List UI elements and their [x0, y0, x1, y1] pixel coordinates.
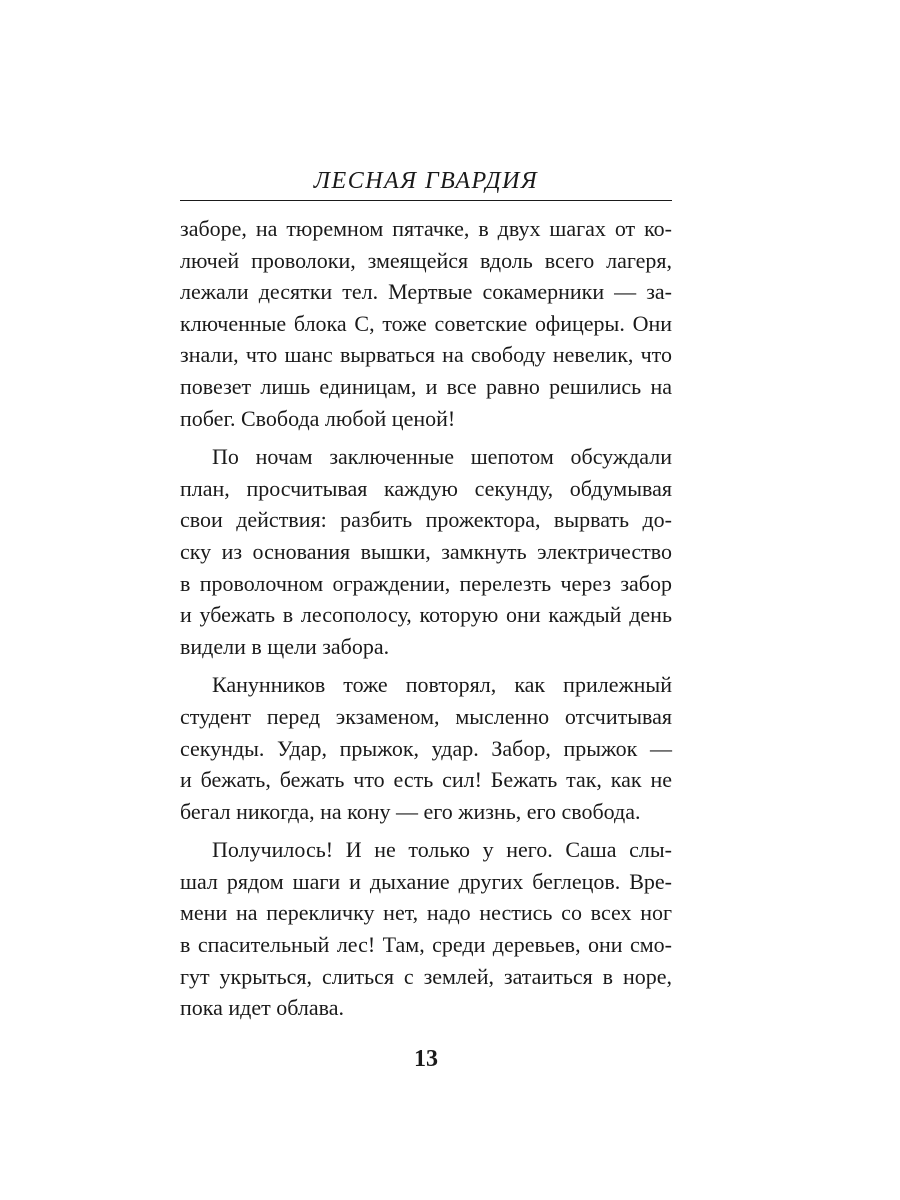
text-line: мени на перекличку нет, надо нестись со всех ног [180, 900, 672, 926]
paragraph [180, 441, 672, 662]
text-line: По ночам заключенные шепотом обсуждали [212, 444, 672, 470]
page-number: 13 [414, 1045, 438, 1072]
text-line: Канунников тоже повторял, как прилежный [212, 672, 672, 698]
book-page [180, 165, 672, 1074]
header-rule [180, 200, 672, 201]
body-text [180, 213, 672, 1024]
text-line: лючей проволоки, змеящейся вдоль всего лагеря, [180, 247, 672, 273]
text-line: свои действия: разбить прожектора, вырвать до- [180, 507, 672, 533]
paragraph [180, 213, 672, 434]
paragraph [180, 834, 672, 1024]
text-line: и бежать, бежать что есть сил! Бежать так, как не [180, 767, 672, 793]
text-line: побег. Свобода любой ценой! [180, 405, 456, 431]
text-line: ску из основания вышки, замкнуть электричество [180, 538, 672, 564]
text-line: видели в щели забора. [180, 633, 390, 659]
text-line: шал рядом шаги и дыхание других беглецов. Вре- [180, 868, 672, 894]
text-line: в спасительный лес! Там, среди деревьев, они смо- [180, 932, 672, 958]
text-line: бегал никогда, на кону — его жизнь, его свобода. [180, 798, 641, 824]
text-line: план, просчитывая каждую секунду, обдумывая [180, 475, 672, 501]
text-line: секунды. Удар, прыжок, удар. Забор, прыжок — [180, 735, 672, 761]
text-line: лежали десятки тел. Мертвые сокамерники — за- [180, 279, 672, 305]
text-line: в проволочном ограждении, перелезть через забор [180, 570, 672, 596]
text-line: пока идет облава. [180, 995, 344, 1021]
text-line: студент перед экзаменом, мысленно отсчитывая [180, 703, 672, 729]
running-head: ЛЕСНАЯ ГВАРДИЯ [313, 168, 539, 194]
text-line: гут укрыться, слиться с землей, затаиться в норе, [180, 963, 672, 989]
text-line: знали, что шанс вырваться на свободу невелик, что [180, 342, 672, 368]
text-line: и убежать в лесополосу, которую они каждый день [180, 602, 672, 628]
text-line: заборе, на тюремном пятачке, в двух шагах от ко- [180, 216, 672, 241]
text-line: Получилось! И не только у него. Саша слы- [212, 837, 672, 863]
text-line: повезет лишь единицам, и все равно решились на [180, 373, 672, 399]
text-line: ключенные блока С, тоже советские офицеры. Они [180, 310, 672, 336]
paragraph [180, 669, 672, 827]
